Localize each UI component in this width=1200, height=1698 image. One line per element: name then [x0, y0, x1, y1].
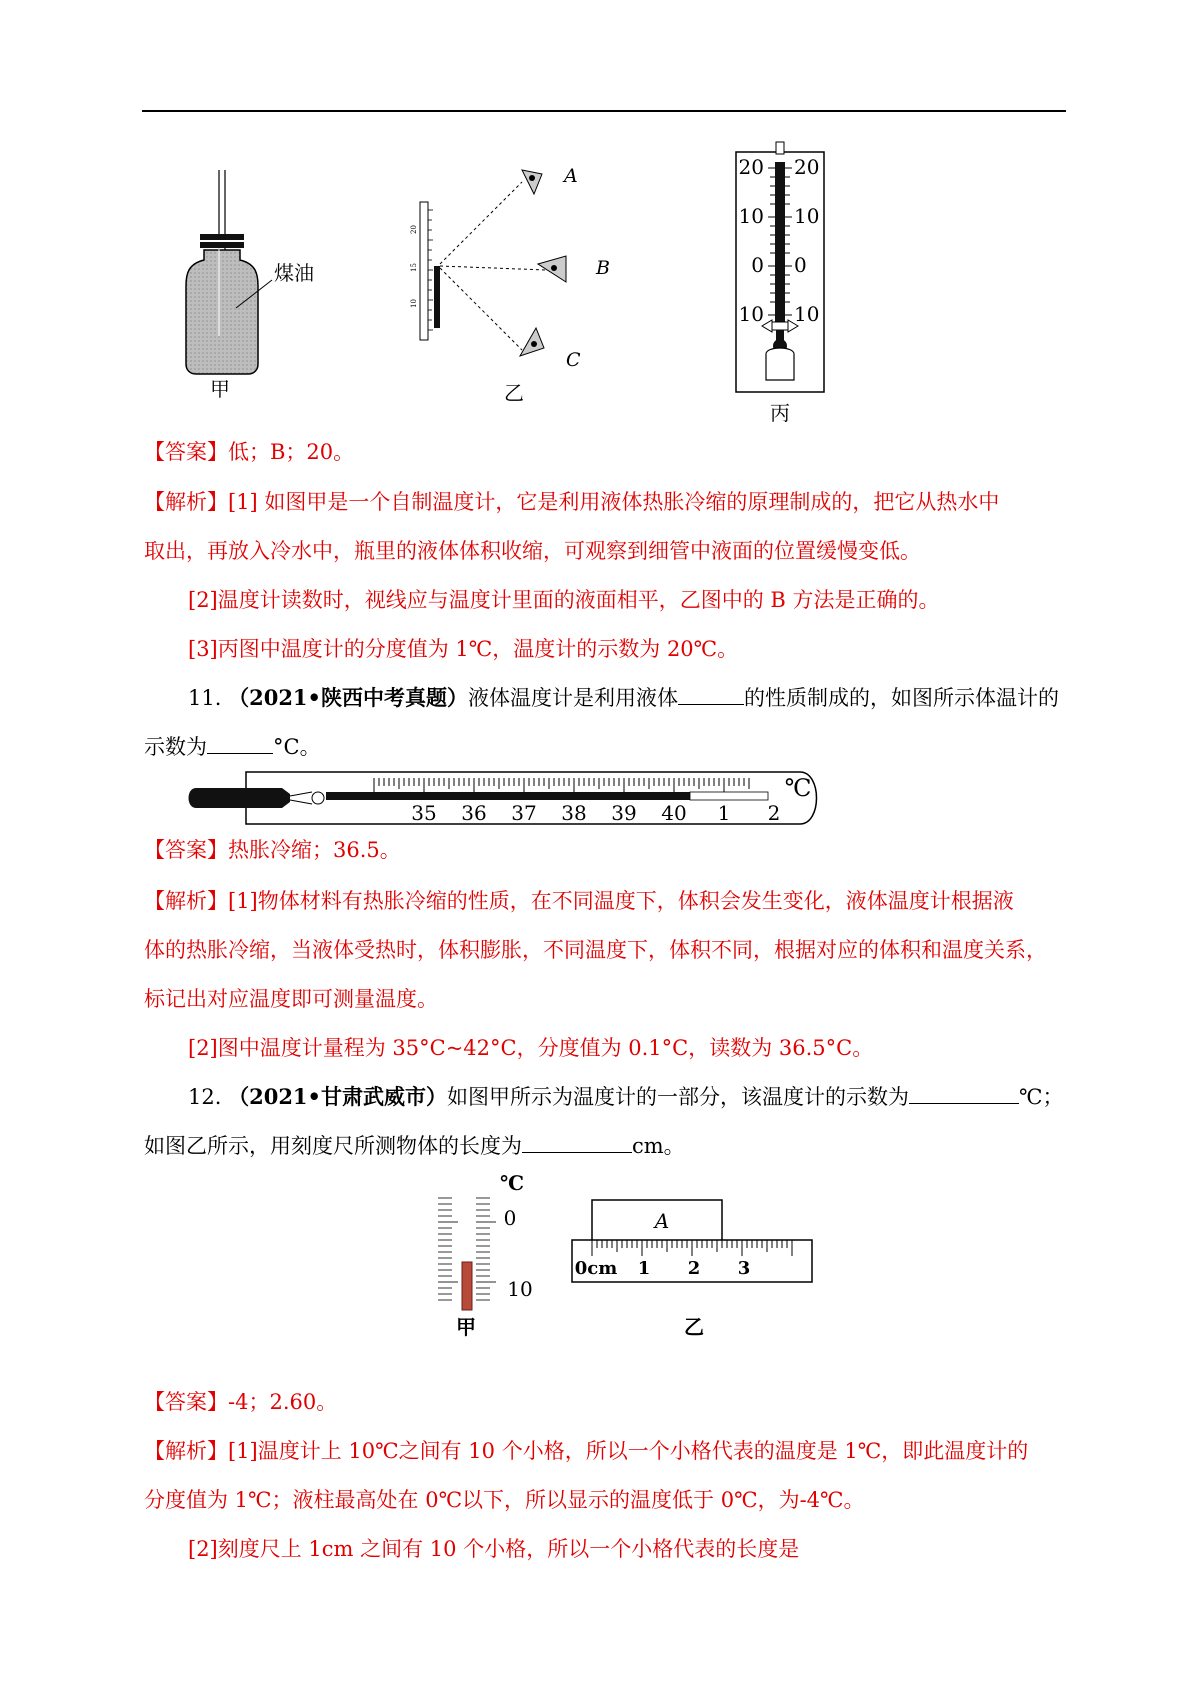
q12-answer — [144, 1386, 1064, 1418]
kerosene-label: 煤油 — [274, 261, 314, 285]
left-scale-10: 10 — [738, 204, 764, 228]
tick-label: 0 — [503, 1206, 517, 1230]
q10-analysis-line — [144, 486, 1064, 518]
question-number: 11. — [188, 686, 222, 710]
tick-label: 35 — [411, 801, 437, 825]
q12-figure-yi-ruler — [568, 1196, 818, 1346]
q10-analysis-line: [3]丙图中温度计的分度值为 1℃，温度计的示数为 20℃。 — [188, 637, 739, 661]
stem-text: 如图甲所示为温度计的一部分，该温度计的示数为 — [446, 1085, 909, 1109]
answer-tag: 【答案】 — [144, 838, 228, 862]
figure-jia-caption: 甲 — [210, 377, 230, 398]
scale-tick: 15 — [410, 263, 418, 272]
analysis-tag: 【解析】 — [144, 1439, 228, 1463]
q11-analysis-line — [144, 885, 1064, 917]
eye-b-icon — [538, 256, 566, 282]
analysis-text: [1] 如图甲是一个自制温度计，它是利用液体热胀冷缩的原理制成的，把它从热水中 — [228, 490, 1000, 514]
header-rule — [142, 110, 1066, 112]
figure-jia-caption: 甲 — [456, 1315, 476, 1339]
clinical-thermometer — [186, 770, 826, 826]
left-scale-0: 0 — [751, 253, 764, 277]
q10-analysis-line: 取出，再放入冷水中，瓶里的液体体积收缩，可观察到细管中液面的位置缓慢变低。 — [144, 539, 921, 563]
answer-blank[interactable] — [909, 1081, 1019, 1104]
q11-stem — [188, 682, 1108, 714]
answer-text: 低；B；20。 — [228, 440, 355, 464]
eye-label-b: B — [596, 257, 610, 279]
tick-label: 2 — [767, 801, 781, 825]
scale-tick: 10 — [410, 299, 418, 308]
tick-label: 1 — [717, 801, 731, 825]
analysis-text: [1]物体材料有热胀冷缩的性质，在不同温度下，体积会发生变化，液体温度计根据液 — [228, 889, 1014, 913]
eye-label-a: A — [564, 165, 578, 187]
ruler-tick-label: 0cm — [574, 1258, 618, 1279]
stem-text: 示数为 — [144, 735, 207, 759]
analysis-text: [1]温度计上 10℃之间有 10 个小格，所以一个小格代表的温度是 1℃，即此温度计的 — [228, 1439, 1029, 1463]
analysis-tag: 【解析】 — [144, 889, 228, 913]
q12-stem-line2 — [144, 1130, 1064, 1162]
figure-bing-caption: 丙 — [770, 401, 790, 425]
q12-stem — [188, 1081, 1108, 1113]
stem-text: 液体温度计是利用液体 — [467, 686, 678, 710]
right-scale-10: 10 — [794, 204, 820, 228]
tick-label: 36 — [461, 801, 487, 825]
figure-yi-caption: 乙 — [684, 1315, 704, 1339]
unit-label: ℃ — [784, 774, 812, 802]
q11-stem-line2 — [144, 731, 1064, 763]
q12-analysis-line: [2]刻度尺上 1cm 之间有 10 个小格，所以一个小格代表的长度是 — [188, 1537, 800, 1561]
tick-label: 37 — [511, 801, 537, 825]
eye-a-icon — [522, 170, 542, 194]
stem-text: ℃； — [1018, 1085, 1064, 1109]
answer-blank[interactable] — [207, 731, 273, 754]
answer-tag: 【答案】 — [144, 1390, 228, 1414]
tick-label: 39 — [611, 801, 637, 825]
eye-c-icon — [520, 328, 544, 356]
stem-text: cm。 — [632, 1134, 685, 1158]
q12-analysis-line: 分度值为 1℃；液柱最高处在 0℃以下，所以显示的温度低于 0℃，为-4℃。 — [144, 1488, 865, 1512]
q12-figure-jia-thermometer — [434, 1172, 544, 1342]
stem-text: °C。 — [273, 735, 321, 759]
answer-tag: 【答案】 — [144, 440, 228, 464]
figure-yi-caption: 乙 — [504, 381, 524, 405]
q10-analysis-line: [2]温度计读数时，视线应与温度计里面的液面相平，乙图中的 B 方法是正确的。 — [188, 588, 940, 612]
right-scale-neg10: 10 — [794, 302, 820, 326]
q11-analysis-line: 体的热胀冷缩，当液体受热时，体积膨胀，不同温度下，体积不同，根据对应的体积和温度关系， — [144, 938, 1047, 962]
stem-text: 如图乙所示，用刻度尺所测物体的长度为 — [144, 1134, 522, 1158]
analysis-tag: 【解析】 — [144, 490, 228, 514]
scale-tick: 20 — [410, 225, 418, 234]
answer-text: -4；2.60。 — [228, 1390, 338, 1414]
ruler-tick-label: 2 — [687, 1258, 701, 1279]
answer-blank[interactable] — [522, 1130, 632, 1153]
eye-label-c: C — [566, 349, 581, 371]
ruler-tick-label: 3 — [737, 1258, 751, 1279]
q11-answer — [144, 834, 1064, 866]
figure-jia-bottle — [178, 168, 338, 398]
question-source: （2021•甘肃武威市） — [228, 1084, 447, 1109]
q11-analysis-line: 标记出对应温度即可测量温度。 — [144, 987, 438, 1011]
answer-blank[interactable] — [678, 682, 744, 705]
question-source: （2021•陕西中考真题） — [228, 685, 468, 710]
unit-label: ℃ — [500, 1172, 524, 1195]
tick-label: 10 — [507, 1277, 533, 1301]
object-label: A — [654, 1209, 670, 1233]
question-number: 12. — [188, 1085, 222, 1109]
left-scale-neg10: 10 — [738, 302, 764, 326]
q10-answer — [144, 436, 1064, 468]
right-scale-20: 20 — [794, 155, 820, 179]
answer-text: 热胀冷缩；36.5。 — [228, 838, 401, 862]
q12-analysis-line — [144, 1435, 1064, 1467]
right-scale-0: 0 — [794, 253, 807, 277]
left-scale-20: 20 — [738, 155, 764, 179]
stem-text: 的性质制成的，如图所示体温计的 — [743, 686, 1059, 710]
figure-bing-thermometer — [732, 140, 852, 430]
q11-analysis-line: [2]图中温度计量程为 35°C~42°C，分度值为 0.1°C，读数为 36.5°C。 — [188, 1036, 874, 1060]
tick-label: 38 — [561, 801, 587, 825]
ruler-tick-label: 1 — [637, 1258, 651, 1279]
figure-yi-reading — [410, 160, 630, 410]
tick-label: 40 — [661, 801, 687, 825]
